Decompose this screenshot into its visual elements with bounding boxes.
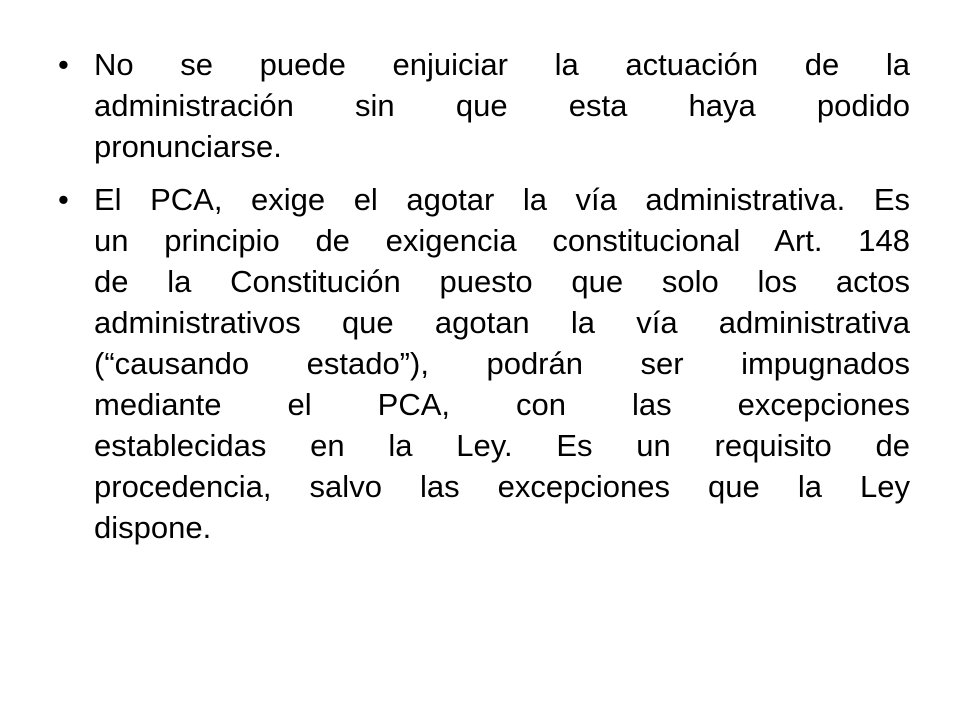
bullet-2-line-6: mediante el PCA, con las excepciones: [94, 387, 910, 422]
bullet-marker: •: [58, 182, 69, 217]
bullet-marker: •: [58, 47, 69, 82]
bullet-1-line-3: pronunciarse.: [94, 129, 282, 164]
bullet-2-line-9: dispone.: [94, 510, 212, 545]
bullet-2-line-1: El PCA, exige el agotar la vía administrativa. Es: [94, 182, 910, 217]
bullet-2-line-2: un principio de exigencia constitucional Art. 148: [94, 223, 910, 258]
bullet-item-2: [58, 179, 910, 548]
bullet-item-1: [58, 44, 910, 167]
bullet-list: [58, 44, 910, 560]
bullet-2-line-5: (“causando estado”), podrán ser impugnados: [94, 346, 910, 381]
bullet-2-line-7: establecidas en la Ley. Es un requisito de: [94, 428, 910, 463]
bullet-2-line-3: de la Constitución puesto que solo los actos: [94, 264, 910, 299]
bullet-2-line-8: procedencia, salvo las excepciones que la Ley: [94, 469, 910, 504]
bullet-2-line-4: administrativos que agotan la vía administrativa: [94, 305, 910, 340]
bullet-1-line-2: administración sin que esta haya podido: [94, 88, 910, 123]
bullet-1-line-1: No se puede enjuiciar la actuación de la: [94, 47, 910, 82]
